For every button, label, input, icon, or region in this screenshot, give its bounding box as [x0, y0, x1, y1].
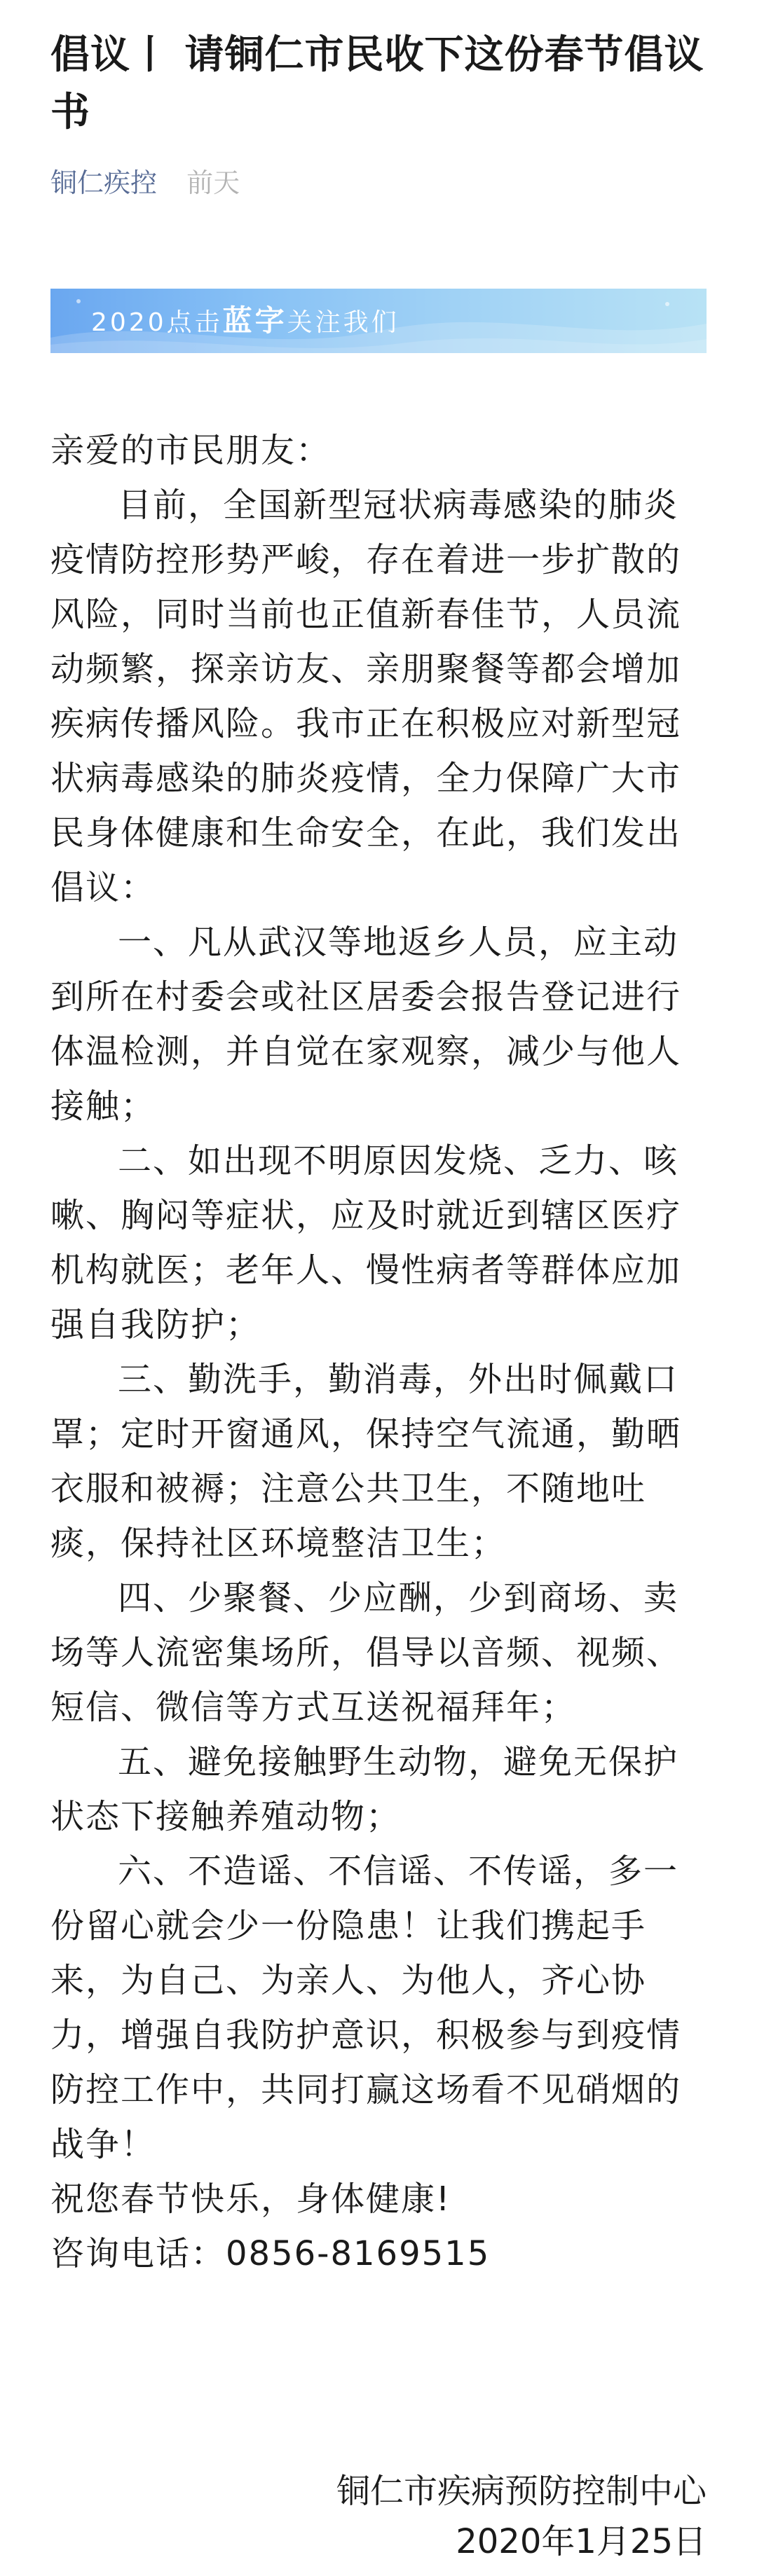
- proposal-item-1: 一、凡从武汉等地返乡人员，应主动到所在村委会或社区居委会报告登记进行体温检测，并自觉在家观察，减少与他人接触；: [50, 923, 682, 1126]
- publish-time: 前天: [186, 167, 240, 198]
- proposal-item-2: 二、如出现不明原因发烧、乏力、咳嗽、胸闷等症状，应及时就近到辖区医疗机构就医；老年人、慢性病者等群体应加强自我防护；: [50, 1141, 682, 1344]
- wishes: 祝您春节快乐，身体健康!: [50, 2179, 451, 2219]
- intro-paragraph: 目前，全国新型冠状病毒感染的肺炎疫情防控形势严峻，存在着进一步扩散的风险，同时当前也正值新春佳节，人员流动频繁，探亲访友、亲朋聚餐等都会增加疾病传播风险。我市正在积极应对新型冠状病毒感染的肺炎疫情，全力保障广大市民身体健康和生命安全，在此，我们发出倡议：: [50, 485, 682, 907]
- banner-suffix: 关注我们: [287, 308, 400, 337]
- article-content: [50, 423, 707, 2281]
- hotline: 咨询电话：0856-8169515: [50, 2234, 491, 2273]
- proposal-item-6: 六、不造谣、不信谣、不传谣，多一份留心就会少一份隐患！让我们携起手来，为自己、为亲人、为他人，齐心协力，增强自我防护意识，积极参与到疫情防控工作中，共同打赢这场看不见硝烟的战争！: [50, 1852, 682, 2164]
- banner-text: [91, 303, 400, 341]
- article-title: 倡议丨 请铜仁市民收下这份春节倡议书: [50, 32, 704, 135]
- proposal-item-4: 四、少聚餐、少应酬，少到商场、卖场等人流密集场所，倡导以音频、视频、短信、微信等方式互送祝福拜年；: [50, 1578, 682, 1727]
- greeting: 亲爱的市民朋友：: [50, 431, 332, 470]
- signature-block: [336, 2466, 707, 2567]
- banner-prefix: 2020点击: [91, 308, 223, 337]
- signature-org: 铜仁市疾病预防控制中心: [336, 2472, 707, 2511]
- banner-highlight: 蓝字: [222, 303, 287, 338]
- proposal-item-5: 五、避免接触野生动物，避免无保护状态下接触养殖动物；: [50, 1742, 679, 1836]
- follow-banner[interactable]: [50, 289, 707, 353]
- signature-date: 2020年1月25日: [456, 2522, 707, 2561]
- proposal-item-3: 三、勤洗手，勤消毒，外出时佩戴口罩；定时开窗通风，保持空气流通，勤晒衣服和被褥；注意公共卫生，不随地吐痰，保持社区环境整洁卫生；: [50, 1360, 682, 1563]
- article-meta: [50, 165, 240, 200]
- author-link[interactable]: 铜仁疾控: [50, 167, 158, 198]
